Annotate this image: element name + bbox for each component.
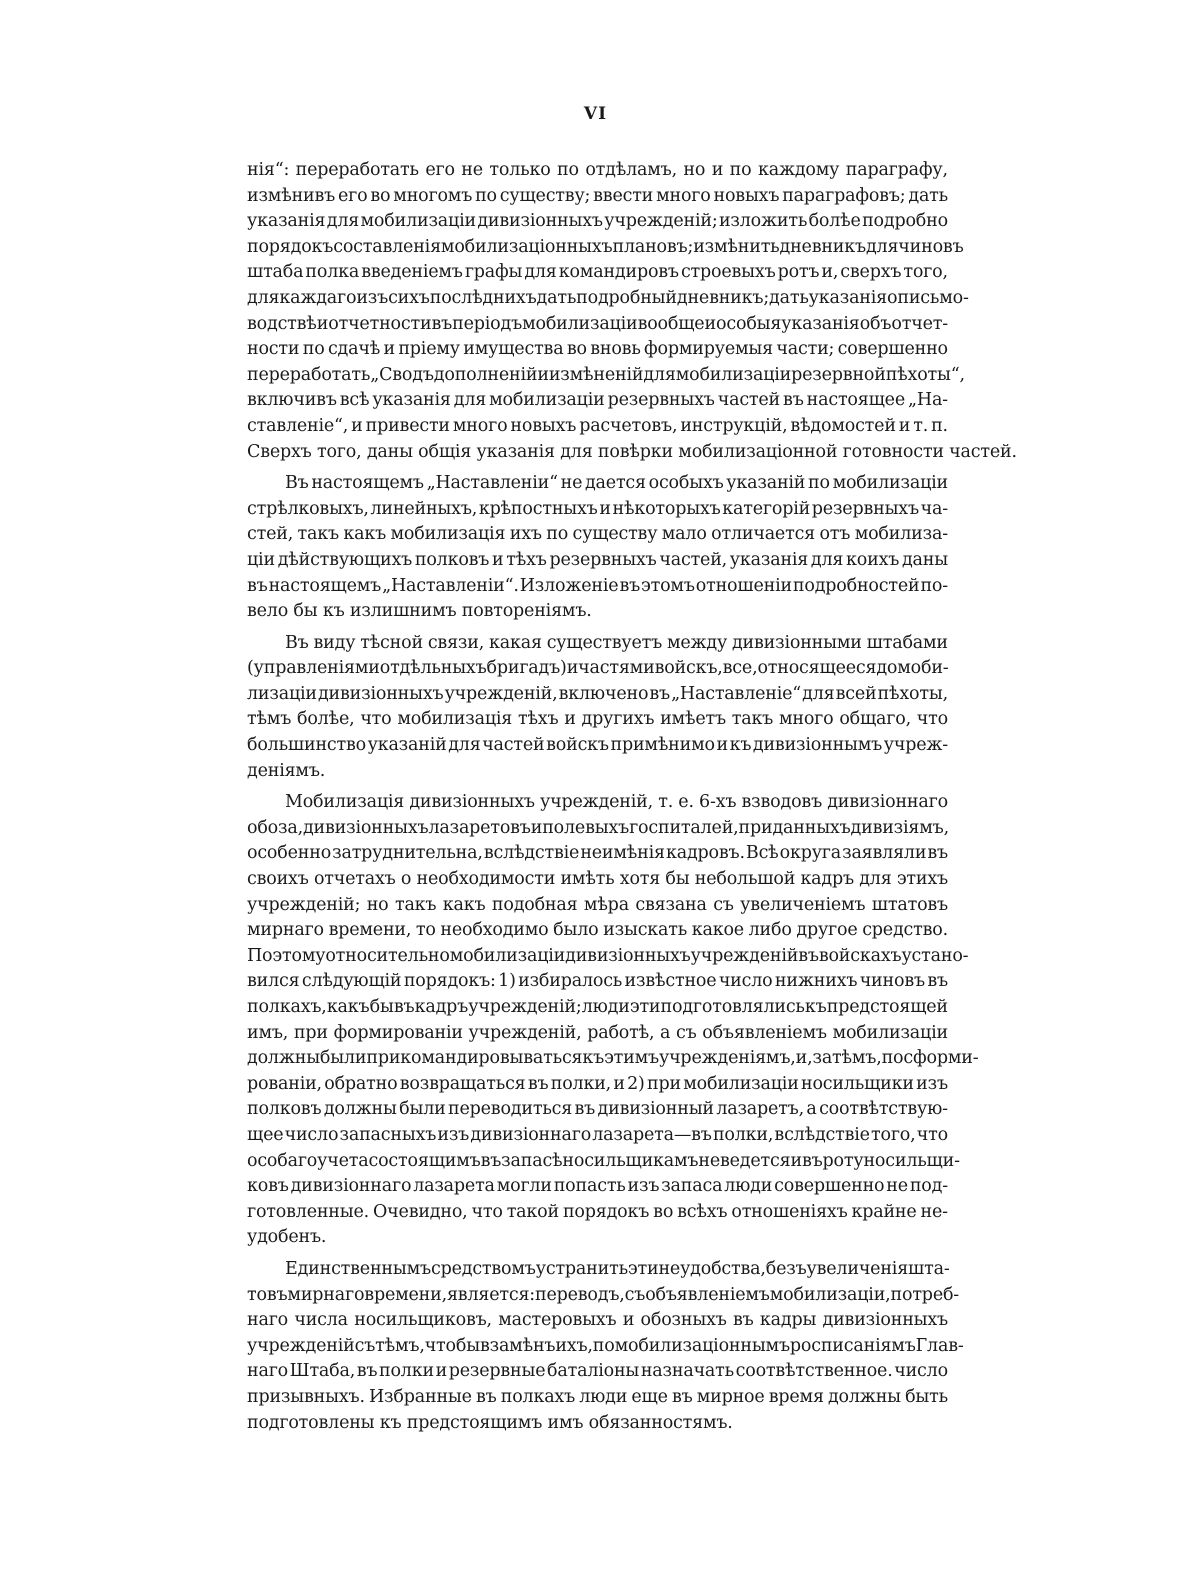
text-line: Поэтому относительно мобилизаціи дивизіонныхъ учрежденій въ войскахъ устано- — [247, 945, 969, 966]
text-line: Мобилизація дивизіонныхъ учрежденій, т. е. 6-хъ взводовъ дивизіоннаго — [285, 792, 948, 813]
paragraph — [247, 1257, 964, 1436]
text-line: деніямъ. — [247, 760, 326, 781]
text-line: водствѣ и отчетности въ періодъ мобилизаціи вообще и особыя указанія объ отчет- — [247, 313, 948, 334]
paragraph — [247, 631, 948, 785]
text-line: полковъ должны были переводиться въ дивизіонный лазаретъ, а соотвѣтствую- — [247, 1099, 948, 1120]
text-line: мирнаго времени, то необходимо было изыскать какое либо другое средство. — [247, 920, 948, 941]
text-line: лизаціи дивизіонныхъ учрежденій, включено въ „Наставленіе“ для всей пѣхоты, — [247, 683, 948, 704]
text-line: вело бы къ излишнимъ повтореніямъ. — [247, 601, 592, 622]
text-line: стрѣлковыхъ, линейныхъ, крѣпостныхъ и нѣкоторыхъ категорій резервныхъ ча- — [247, 498, 948, 519]
text-line: ности по сдачѣ и пріему имущества во вновь формируемыя части; совершенно — [247, 339, 948, 360]
body-text — [247, 158, 1017, 1442]
paragraph — [247, 471, 948, 625]
text-line: учрежденій съ тѣмъ, чтобы взамѣнъ ихъ, по мобилизаціоннымъ росписаніямъ Глав- — [247, 1335, 964, 1356]
text-line: особаго учета состоящимъ въ запасѣ носильщикамъ не ведется и въ роту носильщи- — [247, 1150, 960, 1171]
text-line: рованіи, обратно возвращаться въ полки, и 2) при мобилизаціи носильщики изъ — [247, 1073, 948, 1094]
text-line: призывныхъ. Избранные въ полкахъ люди еще въ мирное время должны быть — [247, 1386, 948, 1407]
text-line: (управленіями отдѣльныхъ бригадъ) и частями войскъ, все, относящееся до моби- — [247, 658, 949, 679]
text-line: своихъ отчетахъ о необходимости имѣть хотя бы небольшой кадръ для этихъ — [247, 869, 948, 890]
text-line: большинство указаній для частей войскъ примѣнимо и къ дивизіоннымъ учреж- — [247, 735, 948, 756]
paragraph — [247, 790, 979, 1251]
text-line: ціи дѣйствующихъ полковъ и тѣхъ резервныхъ частей, указанія для коихъ даны — [247, 549, 948, 570]
text-line: должны были прикомандировываться къ этимъ учрежденіямъ, и, затѣмъ, по сформи- — [247, 1048, 979, 1069]
text-line: Въ виду тѣсной связи, какая существуетъ между дивизіонными штабами — [285, 632, 948, 653]
text-line: стей, такъ какъ мобилизація ихъ по существу мало отличается отъ мобилиза- — [247, 524, 948, 545]
text-line: Въ настоящемъ „Наставленіи“ не дается особыхъ указаній по мобилизаціи — [285, 473, 948, 494]
page-number: VI — [583, 104, 608, 124]
text-line: ковъ дивизіоннаго лазарета могли попасть изъ запаса люди совершенно не под- — [247, 1176, 948, 1197]
text-line: измѣнивъ его во многомъ по существу; ввести много новыхъ параграфовъ; дать — [247, 185, 948, 206]
text-line: въ настоящемъ „Наставленіи“. Изложеніе въ этомъ отношеніи подробностей по- — [247, 575, 948, 596]
text-line: Единственнымъ средствомъ устранить эти неудобства, безъ увеличенія шта- — [285, 1258, 950, 1279]
text-line: переработать „Сводъ дополненій и измѣненій для мобилизаціи резервной пѣхоты“, — [247, 364, 965, 385]
text-line: щее число запасныхъ изъ дивизіоннаго лазарета—въ полки, вслѣдствіе того, что — [247, 1124, 948, 1145]
paragraph — [247, 158, 1017, 465]
text-line: наго числа носильщиковъ, мастеровыхъ и обозныхъ въ кадры дивизіонныхъ — [247, 1310, 948, 1331]
text-line: указанія для мобилизаціи дивизіонныхъ учрежденій; изложить болѣе подробно — [247, 211, 948, 232]
text-line: учрежденій; но такъ какъ подобная мѣра связана съ увеличеніемъ штатовъ — [247, 894, 948, 915]
text-line: ставленіе“, и привести много новыхъ расчетовъ, инструкцій, вѣдомостей и т. п. — [247, 415, 948, 436]
text-line: полкахъ, какъ бы въ кадръ учрежденій; люди эти подготовлялись къ предстоящей — [247, 997, 948, 1017]
text-line: готовленные. Очевидно, что такой порядокъ во всѣхъ отношеніяхъ крайне не- — [247, 1201, 948, 1222]
text-line: товъ мирнаго времени, является: переводъ, съ объявленіемъ мобилизаціи, потреб- — [247, 1284, 960, 1305]
text-line: штаба полка введеніемъ графы для командировъ строевыхъ ротъ и, сверхъ того, — [247, 262, 948, 283]
text-line: особенно затруднительна, вслѣдствіе неимѣнія кадровъ. Всѣ округа заявляли въ — [247, 843, 948, 864]
text-line: имъ, при формированіи учрежденій, работѣ, а съ объявленіемъ мобилизаціи — [247, 1022, 948, 1043]
text-line: вился слѣдующій порядокъ: 1) избиралось извѣстное число нижнихъ чиновъ въ — [247, 971, 948, 992]
text-line: подготовлены къ предстоящимъ имъ обязанностямъ. — [247, 1412, 733, 1433]
text-line: тѣмъ болѣе, что мобилизація тѣхъ и другихъ имѣетъ такъ много общаго, что — [247, 709, 948, 730]
text-line: нія“: переработать его не только по отдѣламъ, но и по каждому параграфу, — [247, 160, 948, 180]
text-line: для каждаго изъ сихъ послѣднихъ дать подробный дневникъ; дать указанія о письмо- — [247, 287, 969, 308]
text-line: обоза, дивизіонныхъ лазаретовъ и полевыхъ госпиталей, приданныхъ дивизіямъ, — [247, 817, 949, 838]
text-line: порядокъ составленія мобилизаціонныхъ плановъ; измѣнить дневникъ для чиновъ — [247, 236, 964, 257]
text-line: наго Штаба, въ полки и резервные баталіоны назначать соотвѣтственное. число — [247, 1361, 948, 1382]
text-line: Сверхъ того, даны общія указанія для повѣрки мобилизаціонной готовности частей. — [247, 441, 1017, 462]
text-line: удобенъ. — [247, 1227, 327, 1248]
text-line: включивъ всѣ указанія для мобилизаціи резервныхъ частей въ настоящее „На- — [247, 390, 948, 411]
